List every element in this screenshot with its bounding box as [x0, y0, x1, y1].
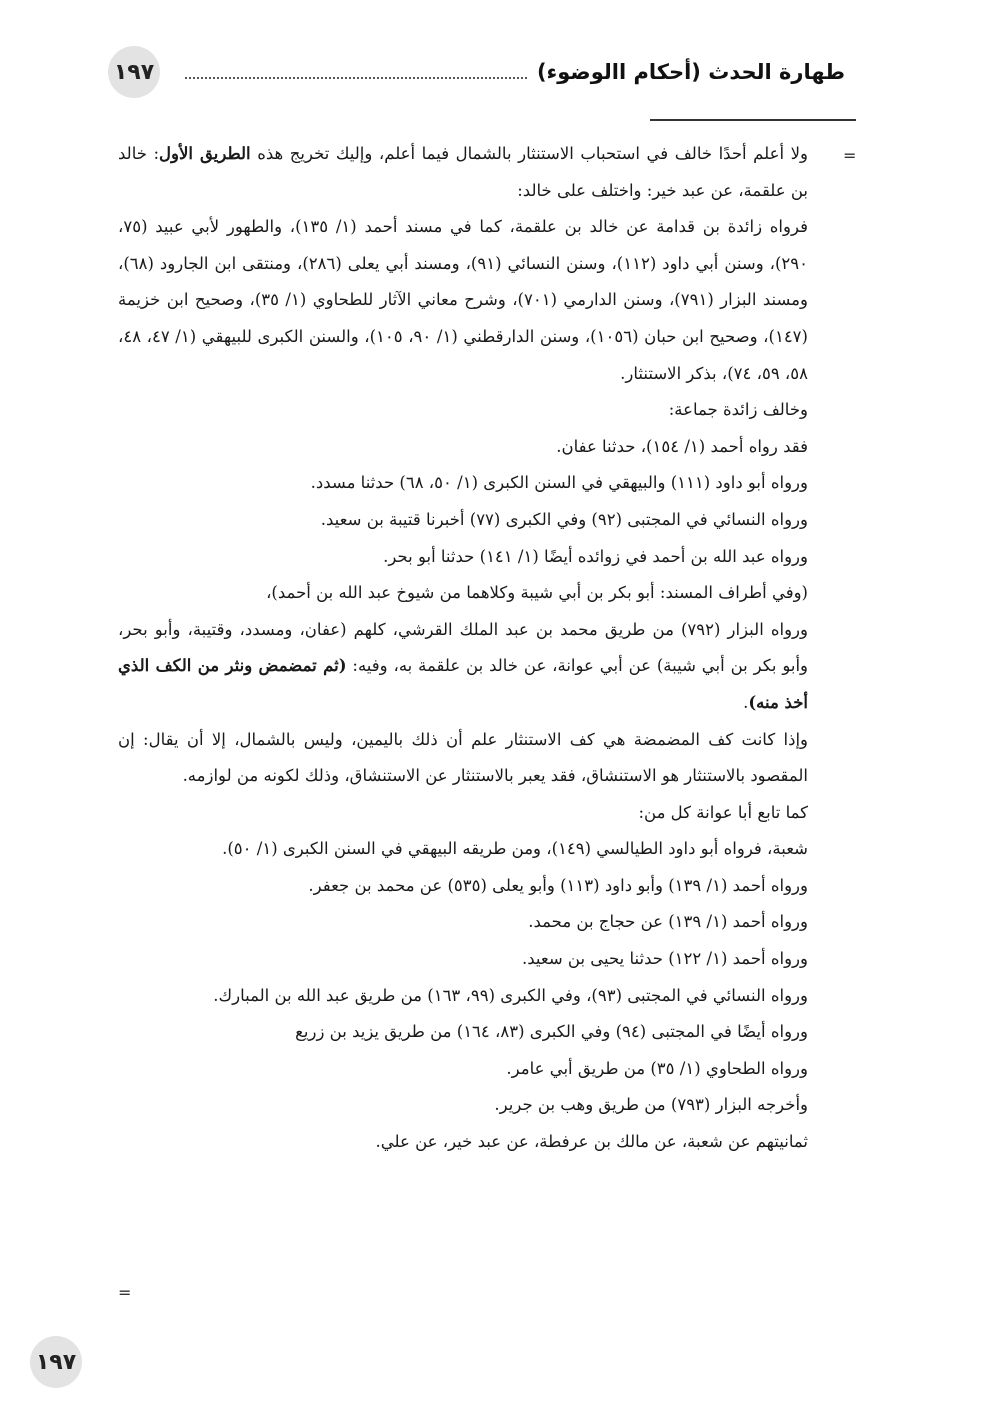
bold-heading: الطريق الأول: [159, 144, 251, 163]
continuation-mark-bottom: =: [118, 1283, 132, 1302]
paragraph: وخالف زائدة جماعة:: [668, 400, 808, 420]
page-number-badge-top: [108, 46, 160, 98]
paragraph: ورواه الطحاوي (١/ ٣٥) من طريق أبي عامر.: [506, 1058, 808, 1078]
paragraph: ورواه أحمد (١/ ١٣٩) وأبو داود (١١٣) وأبو يعلى (٥٣٥) عن محمد بن جعفر.: [308, 875, 808, 895]
paragraph: ورواه النسائي في المجتبى (٩٢) وفي الكبرى (٧٧) أخبرنا قتيبة بن سعيد.: [320, 509, 808, 529]
paragraph: ورواه البزار (٧٩٢) من طريق محمد بن عبد الملك القرشي، كلهم (عفان، ومسدد، وقتيبة، وأبو بحر، وأبو بكر بن أبي شيبة) عن أبي عوانة، عن خالد بن علقمة به، وفيه: (ثم تمضمض ونثر من الكف الذي أخذ منه).: [118, 619, 808, 712]
paragraph: (وفي أطراف المسند: أبو بكر بن أبي شيبة وكلاهما من شيوخ عبد الله بن أحمد)،: [266, 583, 808, 603]
paragraph: ولا أعلم أحدًا خالف في استحباب الاستنثار بالشمال فيما أعلم، وإليك تخريج هذه الطريق الأول: خالد بن علقمة، عن عبد خير: واختلف على خالد:: [118, 144, 808, 200]
running-header: [175, 52, 845, 92]
paragraph: ورواه أحمد (١/ ١٣٩) عن حجاج بن محمد.: [528, 912, 808, 932]
paragraph: ورواه النسائي في المجتبى (٩٣)، وفي الكبرى (٩٩، ١٦٣) من طريق عبد الله بن المبارك.: [213, 985, 808, 1005]
paragraph: وأخرجه البزار (٧٩٣) من طريق وهب بن جرير.: [494, 1095, 808, 1115]
paragraph: ورواه أيضًا في المجتبى (٩٤) وفي الكبرى (٨٣، ١٦٤) من طريق يزيد بن زريع: [295, 1022, 808, 1042]
bold-quote: (ثم تمضمض ونثر من الكف الذي أخذ منه): [118, 656, 808, 712]
page-number-badge-bottom: [30, 1336, 82, 1388]
paragraph: فقد رواه أحمد (١/ ١٥٤)، حدثنا عفان.: [556, 436, 808, 456]
footnote-separator-rule: [650, 119, 856, 121]
paragraph: ورواه عبد الله بن أحمد في زوائده أيضًا (١/ ١٤١) حدثنا أبو بحر.: [383, 546, 808, 566]
header-dotted-leader: [185, 77, 527, 79]
page-number: ١٩٧: [113, 59, 155, 85]
paragraph: ورواه أحمد (١/ ١٢٢) حدثنا يحيى بن سعيد.: [521, 949, 808, 969]
continuation-mark-top: =: [843, 146, 857, 165]
paragraph: ورواه أبو داود (١١١) والبيهقي في السنن الكبرى (١/ ٥٠، ٦٨) حدثنا مسدد.: [310, 473, 808, 493]
paragraph: كما تابع أبا عوانة كل من:: [638, 802, 808, 822]
header-title: طهارة الحدث (أحكام االوضوء): [536, 60, 845, 84]
page-number: ١٩٧: [35, 1349, 77, 1375]
paragraph: ثمانيتهم عن شعبة، عن مالك بن عرفطة، عن عبد خير، عن علي.: [375, 1132, 808, 1152]
footnote-body: [118, 136, 808, 1161]
paragraph: وإذا كانت كف المضمضة هي كف الاستنثار علم أن ذلك باليمين، وليس بالشمال، إلا أن يقال: إن المقصود بالاستنثار هو الاستنشاق، فقد يعبر بالاستنثار عن الاستنشاق، وذلك لكونه من لوازمه.: [118, 729, 808, 786]
paragraph: شعبة، فرواه أبو داود الطيالسي (١٤٩)، ومن طريقه البيهقي في السنن الكبرى (١/ ٥٠).: [222, 839, 808, 859]
paragraph: فرواه زائدة بن قدامة عن خالد بن علقمة، كما في مسند أحمد (١/ ١٣٥)، والطهور لأبي عبيد (٧٥، ٢٩٠)، وسنن أبي داود (١١٢)، وسنن النسائي (٩١)، ومسند أبي يعلى (٢٨٦)، ومنتقى ابن الجارود (٦٨)، ومسند البزار (٧٩١)، وسنن الدارمي (٧٠١)، وشرح معاني الآثار للطحاوي (١/ ٣٥)، وصحيح ابن خزيمة (١٤٧)، وصحيح ابن حبان (١٠٥٦)، وسنن الدارقطني (١/ ٩٠، ١٠٥)، والسنن الكبرى للبيهقي (١/ ٤٧، ٤٨، ٥٨، ٥٩، ٧٤)، بذكر الاستنثار.: [118, 217, 809, 383]
